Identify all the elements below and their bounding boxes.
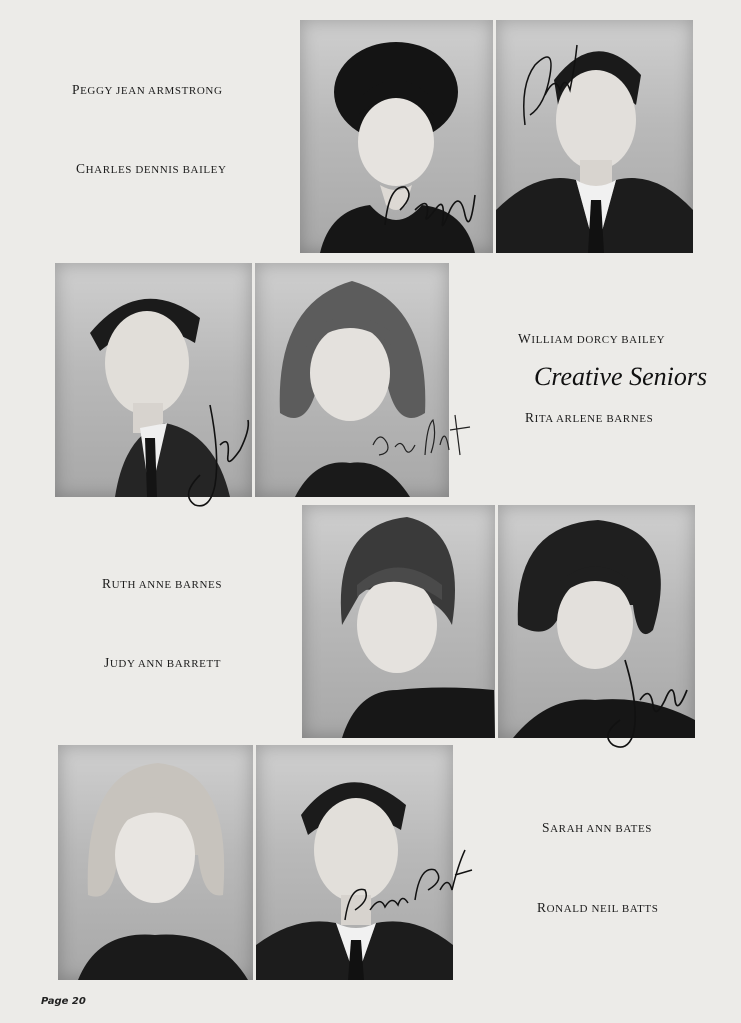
- signature-best-rita: [365, 405, 475, 470]
- student-name-judy-ann-barrett: JUDY ANN BARRETT: [104, 655, 222, 670]
- portrait-ruth-anne-barnes: [302, 505, 495, 738]
- portrait-sarah-ann-bates: [58, 745, 253, 980]
- section-title: Creative Seniors: [534, 362, 708, 391]
- student-name-william-dorcy-bailey: WILLIAM DORCY BAILEY: [518, 331, 666, 346]
- student-name-ronald-neil-batts: RONALD NEIL BATTS: [537, 900, 659, 915]
- student-name-rita-arlene-barnes: RITA ARLENE BARNES: [525, 410, 654, 425]
- student-name-charles-dennis-bailey: CHARLES DENNIS BAILEY: [76, 161, 227, 176]
- page-number: Page 20: [41, 996, 86, 1007]
- student-name-ruth-anne-barnes: RUTH ANNE BARNES: [102, 576, 223, 591]
- signature-judy-row3: [595, 640, 695, 755]
- signature-peggy: [375, 165, 485, 240]
- student-name-sarah-ann-bates: SARAH ANN BATES: [542, 820, 653, 835]
- signature-ronnie-batts: [340, 845, 475, 930]
- student-name-peggy-jean-armstrong: PEGGY JEAN ARMSTRONG: [72, 82, 223, 97]
- signature-denny: [515, 35, 585, 135]
- signature-judy-row2: [170, 395, 260, 515]
